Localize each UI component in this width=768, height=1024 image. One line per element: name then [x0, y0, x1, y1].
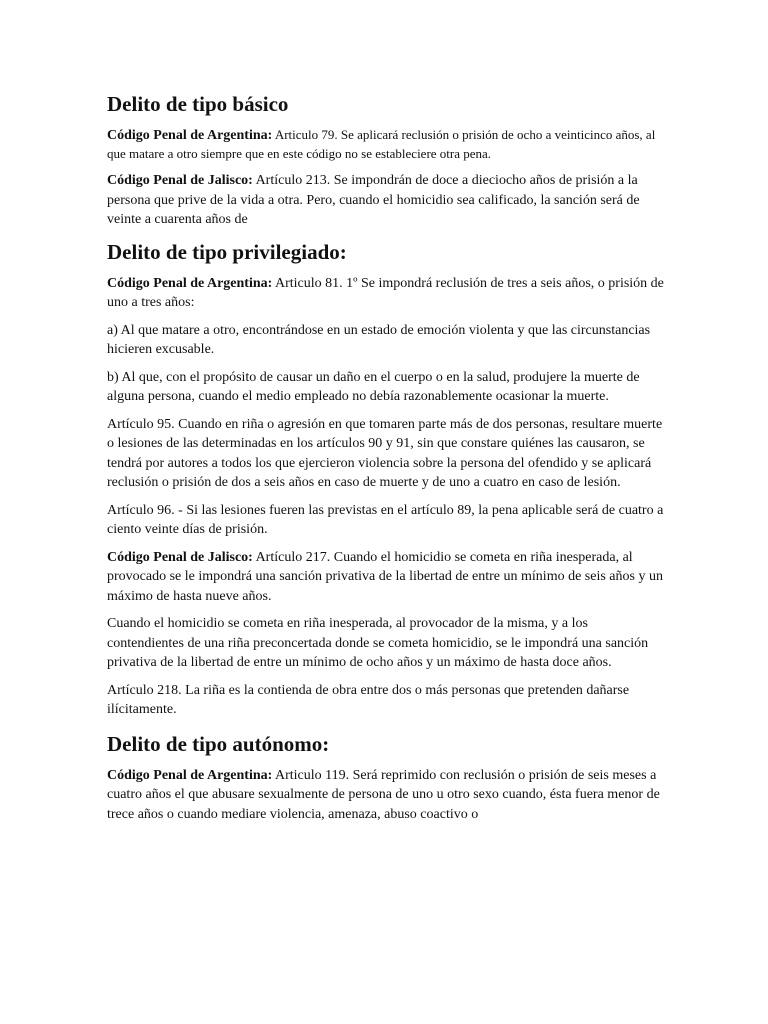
paragraph-text: Artículo 217. Cuando el homicidio se cometa en riña inesperada, al provocado se le impondrá una sanción privativa de la libertad de entre un mínimo de seis años y un máximo de hasta nueve años.	[107, 549, 663, 604]
paragraph	[107, 501, 667, 540]
paragraph	[107, 681, 667, 720]
paragraph	[107, 126, 667, 163]
paragraph-lead: Código Penal de Jalisco:	[107, 549, 253, 565]
paragraph-text: Artículo 95. Cuando en riña o agresión en que tomaren parte más de dos personas, resultare muerte o lesiones de las determinadas en los artículos 90 y 91, sin que constare quiénes las causaron, se tendrá por autores a todos los que ejercieron violencia sobre la persona del ofendido y se aplicará reclusión o prisión de dos a seis años en caso de muerte y de uno a cuatro en caso de lesión.	[107, 416, 663, 490]
paragraph-lead: Código Penal de Argentina:	[107, 128, 273, 143]
section-heading-basico: Delito de tipo básico	[107, 92, 289, 116]
paragraph-lead: Código Penal de Argentina:	[107, 767, 273, 783]
paragraph-text: a) Al que matare a otro, encontrándose en un estado de emoción violenta y que las circunstancias hicieren excusable.	[107, 322, 651, 357]
paragraph-text: Cuando el homicidio se cometa en riña inesperada, al provocador de la misma, y a los contendientes de una riña preconcertada donde se cometa homicidio, se le impondrá una sanción privativa de la libertad de entre un mínimo de ocho años y un máximo de hasta doce años.	[107, 616, 649, 670]
section-heading-autonomo: Delito de tipo autónomo:	[107, 731, 330, 756]
paragraph-text: Artículo 96. - Si las lesiones fueren las previstas en el artículo 89, la pena aplicable será de cuatro a ciento veinte días de prisión.	[107, 502, 664, 537]
paragraph-lead: Código Penal de Argentina:	[107, 275, 273, 291]
paragraph	[107, 766, 667, 825]
section-heading-privilegiado: Delito de tipo privilegiado:	[107, 239, 347, 264]
paragraph	[107, 548, 667, 607]
document-page	[107, 90, 667, 832]
paragraph-text: Articulo 81. 1º Se impondrá reclusión de tres a seis años, o prisión de uno a tres años:	[107, 275, 664, 310]
paragraph	[107, 171, 667, 230]
paragraph	[107, 415, 667, 493]
paragraph	[107, 614, 667, 673]
paragraph-lead: Código Penal de Jalisco:	[107, 173, 253, 188]
paragraph-text: Articulo 119. Será reprimido con reclusión o prisión de seis meses a cuatro años el que abusare sexualmente de persona de uno u otro sexo cuando, ésta fuera menor de trece años o cuando mediare violencia, amenaza, abuso coactivo o	[107, 767, 660, 822]
paragraph-text: Artículo 218. La riña es la contienda de obra entre dos o más personas que pretenden dañarse ilícitamente.	[107, 682, 630, 717]
paragraph-text: Artículo 213. Se impondrán de doce a dieciocho años de prisión a la persona que prive de la vida a otra. Pero, cuando el homicidio sea calificado, la sanción será de veinte a cuarenta años de	[107, 173, 640, 227]
paragraph-text: b) Al que, con el propósito de causar un daño en el cuerpo o en la salud, produjere la muerte de alguna persona, cuando el medio empleado no debía razonablemente ocasionar la muerte.	[107, 369, 640, 404]
paragraph	[107, 274, 667, 313]
paragraph-text: Articulo 79. Se aplicará reclusión o prisión de ocho a veinticinco años, al que matare a otro siempre que en este código no se estableciere otra pena.	[107, 127, 656, 161]
paragraph	[107, 368, 667, 407]
paragraph	[107, 321, 667, 360]
